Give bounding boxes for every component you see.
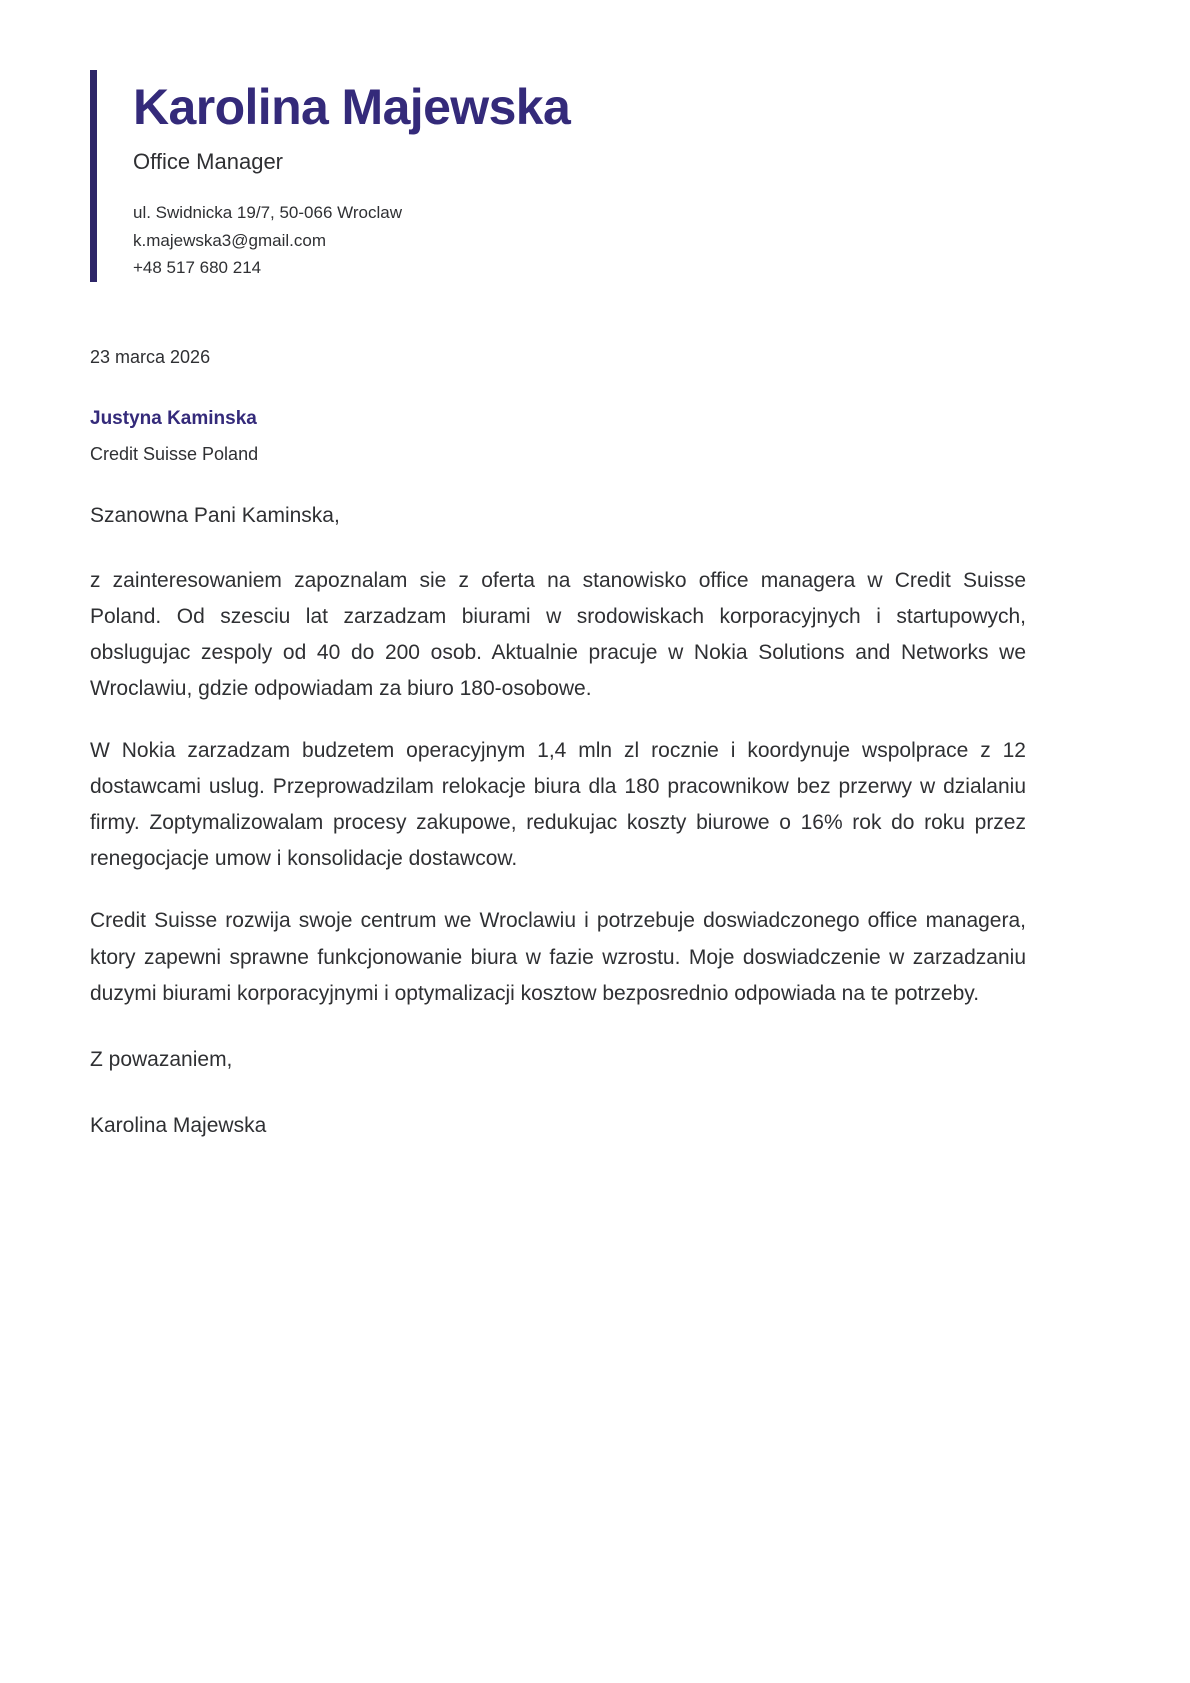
recipient-name: Justyna Kaminska	[90, 408, 257, 430]
letter-meta	[90, 345, 1030, 467]
body-paragraph: W Nokia zarzadzam budzetem operacyjnym 1,4 mln zl rocznie i koordynuje wspolprace z 12 dostawcami uslug. Przeprowadzilam relokacje biura dla 180 pracownikow bez przerwy w dzialaniu firmy. Zoptymalizowalam procesy zakupowe, redukujac koszty biurowe o 16% rok do roku przez renegocjacje umow i konsolidacje dostawcow.	[90, 738, 1026, 871]
body-paragraph: z zainteresowaniem zapoznalam sie z oferta na stanowisko office managera w Credit Suisse Poland. Od szesciu lat zarzadzam biurami w srodowiskach korporacyjnych i startupowych, obslugujac zespoly od 40 do 200 osob. Aktualnie pracuje w Nokia Solutions and Networks we Wroclawiu, gdzie odpowiadam za biuro 180-osobowe.	[90, 568, 1026, 700]
salutation: Szanowna Pani Kaminska,	[90, 504, 340, 527]
letter-header	[90, 70, 1050, 282]
recipient-company: Credit Suisse Poland	[90, 443, 259, 464]
letter-body	[90, 500, 1026, 1144]
contact-block	[133, 199, 570, 282]
closing-line: Z powazaniem,	[90, 1047, 233, 1071]
signature-name: Karolina Majewska	[90, 1113, 267, 1137]
candidate-name: Karolina Majewska	[133, 79, 571, 135]
contact-address: ul. Swidnicka 19/7, 50-066 Wroclaw	[133, 203, 402, 223]
header-text-group	[97, 70, 570, 282]
contact-phone[interactable]: +48 517 680 214	[133, 258, 262, 278]
candidate-job-title: Office Manager	[133, 149, 284, 174]
accent-bar	[90, 70, 97, 282]
body-paragraph: Credit Suisse rozwija swoje centrum we Wroclawiu i potrzebuje doswiadczonego office managera, ktory zapewni sprawne funkcjonowanie biura w fazie wzrostu. Moje doswiadczenie w zarzadzaniu duzymi biurami korporacyjnymi i optymalizacji kosztow bezposrednio odpowiada na te potrzeby.	[90, 909, 1026, 1005]
letter-date: 23 marca 2026	[90, 347, 211, 367]
contact-email[interactable]: k.majewska3@gmail.com	[133, 230, 326, 250]
